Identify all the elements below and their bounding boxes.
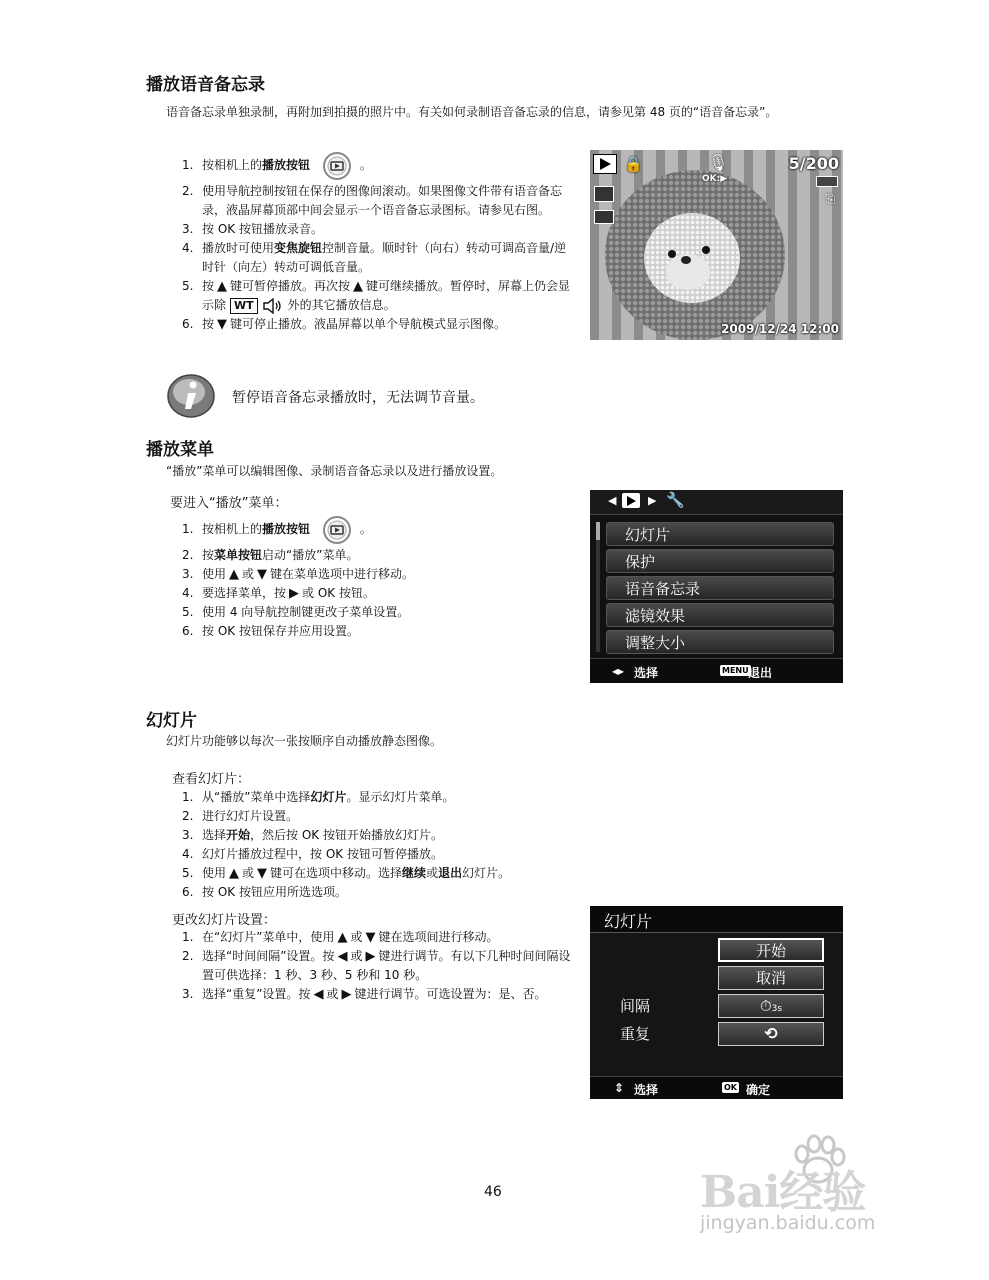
list-item: 6. 按 OK 按钮保存并应用设置。 [182,624,359,638]
scrollbar[interactable] [596,522,600,652]
play-button-icon [320,515,354,545]
list-item: 6. 按 ▼ 键可停止播放。液晶屏幕以单个导航模式显示图像。 [182,317,507,332]
up-down-arrows-icon: ⇕ [614,1081,625,1095]
battery-icon [816,176,838,187]
voice-memo-steps [182,150,574,334]
playback-menu-steps [182,514,574,641]
down-arrow-icon: ▼ [365,930,376,945]
note-text: 暂停语音备忘录播放时，无法调节音量。 [232,390,484,406]
timer-icon: ⏱ [759,997,772,1015]
play-button-icon [320,151,354,181]
tab-playback-icon[interactable] [622,493,640,508]
change-slideshow-steps [182,928,574,1004]
lock-icon: 🔒 [624,155,643,173]
slideshow-footer [590,1076,843,1099]
menu-item-resize[interactable]: 调整大小 [606,630,834,654]
section-title-voice-memo: 播放语音备忘录 [146,75,265,95]
list-item: 3. 选择“重复”设置。按 ◀ 或 ▶ 键进行调节。可选设置为：是、否。 [182,987,547,1002]
repeat-label: 重复 [620,1025,651,1043]
repeat-icon: ⟲ [764,1024,778,1043]
image-counter: 5/200 [788,154,839,173]
up-arrow-icon: ▲ [217,279,228,294]
list-item: 4. 播放时可使用变焦旋钮控制音量。顺时针（向右）转动可调高音量/逆时针（向左）转动可调低音量。 [182,241,567,274]
ok-play-hint: OK:▶ [702,174,728,184]
up-arrow-icon: ▲ [229,567,240,582]
left-right-arrows-icon: ◂▸ [612,664,625,678]
list-item: 1. 在“幻灯片”菜单中，使用 ▲ 或 ▼ 键在选项间进行移动。 [182,930,499,945]
section-title-slideshow: 幻灯片 [146,711,197,731]
list-item: 3. 选择开始，然后按 OK 按钮开始播放幻灯片。 [182,828,443,842]
up-arrow-icon: ▲ [229,866,240,881]
list-item: 2. 按菜单按钮启动“播放”菜单。 [182,548,359,562]
datetime-stamp: 2009/12/24 12:00 [721,322,839,336]
section-title-playback-menu: 播放菜单 [146,440,214,460]
list-item: 1. 从“播放”菜单中选择幻灯片。显示幻灯片菜单。 [182,790,455,804]
up-arrow-icon: ▲ [353,279,364,294]
watermark-url: jingyan.baidu.com [700,1212,876,1234]
list-item: 5. 使用 4 向导航控制键更改子菜单设置。 [182,605,410,619]
footer-select-label: 选择 [634,1083,659,1097]
playback-menu-screen [590,490,843,682]
slideshow-title-bar [590,906,843,933]
list-item: 5. 按 ▲ 键可暂停播放。再次按 ▲ 键可继续播放。暂停时，屏幕上仍会显示除 WT 外的其它播放信息。 [182,279,571,312]
subhead-enter-menu: 要进入“播放”菜单： [170,496,288,511]
menu-item-voice-memo[interactable]: 语音备忘录 [606,576,834,600]
list-item: 3. 按 OK 按钮播放录音。 [182,222,323,236]
interval-label: 间隔 [620,997,651,1015]
left-arrow-icon: ◀ [337,949,348,964]
list-item: 1. 按相机上的播放按钮 。 [182,514,574,546]
menu-tab-bar [590,490,843,515]
menu-item-filter[interactable]: 滤镜效果 [606,603,834,627]
view-slideshow-steps [182,788,602,902]
footer-exit-label: 退出 [748,666,773,680]
menu-key-icon: MENU [722,666,749,675]
right-arrow-icon: ▶ [289,586,300,601]
cancel-button[interactable]: 取消 [718,966,824,990]
footer-confirm-label: 确定 [746,1083,771,1097]
down-arrow-icon: ▼ [257,567,268,582]
list-item: 4. 幻灯片播放过程中，按 OK 按钮可暂停播放。 [182,847,443,861]
voice-memo-intro: 语音备忘录单独录制，再附加到拍摄的照片中。有关如何录制语音备忘录的信息，请参见第 48 页的“语音备忘录”。 [166,105,778,119]
baidu-watermark [700,1130,960,1240]
print-icon [594,210,614,224]
list-item: 2. 选择“时间间隔”设置。按 ◀ 或 ▶ 键进行调节。有以下几种时间间隔设置可供选择：1 秒、3 秒、5 秒和 10 秒。 [182,949,571,982]
slideshow-settings-screen [590,906,843,1098]
menu-item-slideshow[interactable]: 幻灯片 [606,522,834,546]
subhead-change-slideshow: 更改幻灯片设置： [172,913,277,928]
down-arrow-icon: ▼ [217,317,228,332]
page-number: 46 [484,1184,502,1200]
list-item: 6. 按 OK 按钮应用所选选项。 [182,885,347,899]
start-button[interactable]: 开始 [718,938,824,962]
tab-right-arrow-icon[interactable]: ▶ [648,494,657,507]
transfer-icon: ⎘ [825,192,835,206]
menu-footer [590,658,843,683]
repeat-selector[interactable] [718,1022,824,1046]
watermark-brand: Bai经验 [700,1167,866,1218]
play-mode-icon [593,154,617,174]
list-item: 1. 按相机上的播放按钮 。 [182,150,574,182]
list-item: 5. 使用 ▲ 或 ▼ 键可在选项中移动。选择继续或退出幻灯片。 [182,866,511,881]
list-item: 4. 要选择菜单，按 ▶ 或 OK 按钮。 [182,586,375,601]
list-item: 2. 进行幻灯片设置。 [182,809,299,823]
down-arrow-icon: ▼ [257,866,268,881]
playback-screen [590,150,843,340]
list-item: 3. 使用 ▲ 或 ▼ 键在菜单选项中进行移动。 [182,567,415,582]
slideshow-intro: 幻灯片功能够以每次一张按顺序自动播放静态图像。 [166,734,443,748]
ok-key-icon: OK [724,1083,737,1092]
subhead-view-slideshow: 查看幻灯片： [172,772,251,787]
list-item: 2. 使用导航控制按钮在保存的图像间滚动。如果图像文件带有语音备忘录，液晶屏幕顶部中间会显示一个语音备忘录图标。请参见右图。 [182,184,563,217]
interval-selector[interactable]: ⏱3s [718,994,824,1018]
tab-left-arrow-icon[interactable]: ◀ [608,494,617,507]
playback-menu-intro: “播放”菜单可以编辑图像、录制语音备忘录以及进行播放设置。 [166,464,503,478]
right-arrow-icon: ▶ [341,987,352,1002]
up-arrow-icon: ▲ [337,930,348,945]
menu-item-protect[interactable]: 保护 [606,549,834,573]
speaker-icon [262,298,284,314]
wrench-icon[interactable]: 🔧 [666,491,685,509]
info-note-icon [166,373,216,419]
wt-icon: WT [230,298,258,314]
slideshow-title: 幻灯片 [604,912,653,931]
image-size-icon [594,186,614,202]
footer-select-label: 选择 [634,666,659,680]
microphone-icon: 🎙 [708,153,729,172]
left-arrow-icon: ◀ [313,987,324,1002]
right-arrow-icon: ▶ [365,949,376,964]
